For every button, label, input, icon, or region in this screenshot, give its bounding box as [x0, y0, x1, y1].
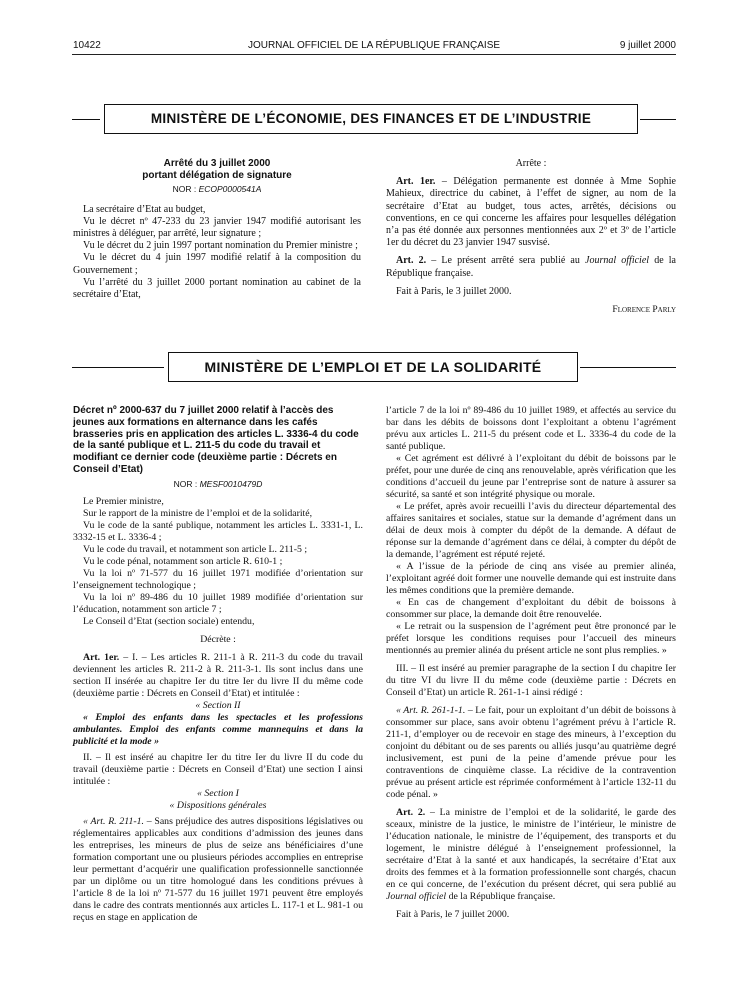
arrete-right-column	[386, 158, 676, 316]
decret-title: Décret nº 2000-637 du 7 juillet 2000 relatif à l’accès des jeunes aux formations en alternance dans les cafés brasseries pris en application des articles L. 3336-4 du code de la santé publique et L. 211-5 du code du travail et modifiant ce dernier code (deuxième partie : Décrets en Conseil d’Etat)	[73, 405, 359, 475]
decret-visa: Vu la loi nº 71-577 du 16 juillet 1971 modifiée d’orientation sur l’enseignement technologique ;	[73, 567, 363, 591]
arrete-article-2: Art. 2. – Le présent arrêté sera publié au Journal officiel de la République française.	[386, 255, 676, 279]
arrete-visa: Vu l’arrêté du 3 juillet 2000 portant nomination au cabinet de la secrétaire d’Etat,	[73, 276, 361, 301]
header-rule	[72, 54, 676, 55]
decret-paragraph: « A l’issue de la période de cinq ans visée au premier alinéa, l’exploitant agréé doit former une nouvelle demande qui est instruite dans les mêmes conditions que la première demande.	[386, 561, 676, 596]
page-number: 10422	[73, 40, 101, 51]
arrete-fait: Fait à Paris, le 3 juillet 2000.	[396, 285, 512, 297]
article-r211-1: « Art. R. 211-1. – Sans préjudice des autres dispositions législatives ou réglementaires applicables aux conditions d’admission des jeunes dans les entreprises, les mineurs de plus de seize ans bénéficiaires d’une formation comportant une ou plusieurs périodes accomplies en entreprise leur permettant d’acquérir une qualification professionnelle sanctionnée par un diplôme ou un titre homologué dans les conditions prévues à l’article 8 de la loi nº 71-577 du 16 juillet 1971 peuvent être employés dans le cadre des contrats mentionnés aux articles L. 117-1 et L. 981-1 ou reçus en stage en application de	[73, 815, 363, 923]
decret-visa: Vu le code de la santé publique, notamment les articles L. 3331-1, L. 3332-15 et L. 3336-4 ;	[73, 519, 363, 543]
banner-line-right	[580, 367, 676, 368]
decret-article-1: Art. 1er. – I. – Les articles R. 211-1 à R. 211-3 du code du travail deviennent les articles R. 211-2 à R. 211-3-1. Ils sont inclus dans une section II insérée au chapitre Ier du titre Ier du livre II du même code (deuxième partie : Décrets en Conseil d’Etat) et intitulée :	[73, 651, 364, 699]
decret-paragraph-2: II. – Il est inséré au chapitre Ier du titre Ier du livre II du code du travail (deuxième partie : Décrets en Conseil d’Etat) une section I ainsi intitulée :	[73, 751, 363, 787]
section-1-label: « Section I	[197, 787, 239, 799]
decret-fait: Fait à Paris, le 7 juillet 2000.	[396, 909, 510, 920]
decret-visa: Le Premier ministre,	[83, 495, 164, 507]
banner-line-left	[72, 119, 100, 120]
decret-article-2: Art. 2. – La ministre de l’emploi et de la solidarité, le garde des sceaux, ministre de la justice, le ministre de l’intérieur, le ministre de l’éducation nationale, le ministre de l’équipement, des transports et du logement, le ministre délégué à l’enseignement professionnel, la secrétaire d’Etat à la santé et aux handicapés, la secrétaire d’Etat aux droits des femmes et à la formation professionnelle sont chargés, chacun en ce qui concerne, de l’exécution du présent décret, qui sera publié au Journal officiel de la République française.	[386, 807, 676, 902]
decret-nor: NOR : MESF0010479D	[173, 478, 263, 489]
decret-paragraph: « En cas de changement d’exploitant du débit de boissons à consommer sur place, la demande doit être renouvelée.	[386, 597, 676, 620]
arrete-visa: Vu le décret nº 47-233 du 23 janvier 1947 modifié autorisant les ministres à déléguer, par arrêté, leur signature ;	[73, 215, 361, 240]
arrete-label: Arrête :	[515, 158, 547, 169]
decret-visa: Vu le code du travail, et notamment son article L. 211-5 ;	[83, 543, 308, 555]
decret-paragraph: « Le retrait ou la suspension de l’agrément peut être prononcé par le préfet lorsque les conditions requises pour l’accueil des mineurs mentionnés au premier alinéa du présent article ne sont plus remplies. »	[386, 621, 676, 656]
decret-paragraph: « Le préfet, après avoir recueilli l’avis du directeur départemental des affaires sanitaires et sociales, statue sur la demande d’agrément dans un délai de deux mois à compter du dépôt de la demande. A défaut de réponse sur la demande d’agrément dans ce délai, à compter du dépôt de la demande, l’agrément est réputé rejeté.	[386, 501, 676, 560]
arrete-visa: Vu le décret du 2 juin 1997 portant nomination du Premier ministre ;	[83, 240, 358, 252]
arrete-nor: NOR : ECOP0000541A	[172, 184, 262, 195]
decret-visa: Vu le code pénal, notamment son article R. 610-1 ;	[83, 555, 283, 567]
decret-visa: Sur le rapport de la ministre de l’emploi et de la solidarité,	[83, 507, 313, 519]
article-r261-1-1: « Art. R. 261-1-1. – Le fait, pour un exploitant d’un débit de boissons à consommer sur place, sans avoir obtenu l’agrément prévu à l’article R. 211-1, d’employer ou de recevoir en stage des mineurs, à l’exception du conjoint du débitant ou de ses parents ou alliés jusqu’au quatrième degré inclusivement, est puni de la peine d’amende prévue pour les contraventions de cinquième classe. La récidive de la contravention prévue au présent article est réprimée conformément à l’article 132-11 du code pénal. »	[386, 705, 677, 800]
decret-right-column	[386, 405, 676, 921]
arrete-subtitle: portant délégation de signature	[142, 170, 292, 182]
journal-title: JOURNAL OFFICIEL DE LA RÉPUBLIQUE FRANÇAISE	[247, 40, 501, 51]
decret-left-column	[73, 405, 363, 924]
decret-visa: Le Conseil d’Etat (section sociale) entendu,	[83, 615, 255, 627]
decret-paragraph: « Cet agrément est délivré à l’exploitant du débit de boissons par le préfet, pour une durée de cinq ans renouvelable, après vérification que les conditions d’accueil du jeune par l’entreprise sont de nature à assurer sa sécurité, sa santé et son intégrité physique ou morale.	[386, 453, 676, 500]
section-1-title: « Dispositions générales	[169, 799, 267, 811]
decrete-label: Décrète :	[200, 633, 236, 645]
arrete-title: Arrêté du 3 juillet 2000	[163, 158, 271, 169]
issue-date: 9 juillet 2000	[619, 40, 676, 51]
decret-paragraph: l’article 7 de la loi nº 89-486 du 10 juillet 1989, et affectés au service du bar dans les débits de boissons dont l’exploitant a obtenu l’agrément prévu aux articles L. 211-5 du présent code et L. 3336-4 du code de la santé publique.	[386, 405, 676, 452]
arrete-article-1: Art. 1er. – Délégation permanente est donnée à Mme Sophie Mahieux, directrice du cabinet, à l’effet de signer, au nom de la secrétaire d’Etat au budget, tous actes, arrêtés, décisions ou conventions, en ce qui concerne les affaires pour lesquelles délégation n’a pas été donnée aux personnes mentionnées aux 2º et 3º de l’article 1er du décret du 23 janvier 1947 susvisé.	[386, 176, 676, 249]
section-2-label: « Section II	[195, 699, 241, 711]
banner-line-left	[72, 367, 164, 368]
section-2-title: « Emploi des enfants dans les spectacles et les professions ambulantes. Emploi des enfants comme mannequins et dans la publicité et la mode »	[73, 711, 363, 747]
arrete-visa: Vu le décret du 4 juin 1997 modifié relatif à la composition du Gouvernement ;	[73, 252, 361, 276]
ministry-economy-banner: MINISTÈRE DE L’ÉCONOMIE, DES FINANCES ET DE L’INDUSTRIE	[104, 104, 638, 134]
arrete-left-column	[73, 158, 361, 301]
decret-visa: Vu la loi nº 89-486 du 10 juillet 1989 modifiée d’orientation sur l’éducation, notamment son article 7 ;	[73, 591, 363, 615]
ministry-employment-banner: MINISTÈRE DE L’EMPLOI ET DE LA SOLIDARITÉ	[168, 352, 578, 382]
arrete-signature: Florence Parly	[612, 305, 676, 316]
banner-line-right	[640, 119, 676, 120]
decret-paragraph: III. – Il est inséré au premier paragraphe de la section I du chapitre Ier du titre VI du livre II du même code (deuxième partie : Décrets en Conseil d’Etat) un article R. 261-1-1 ainsi rédigé :	[386, 663, 676, 698]
arrete-visa: La secrétaire d’Etat au budget,	[83, 203, 206, 215]
